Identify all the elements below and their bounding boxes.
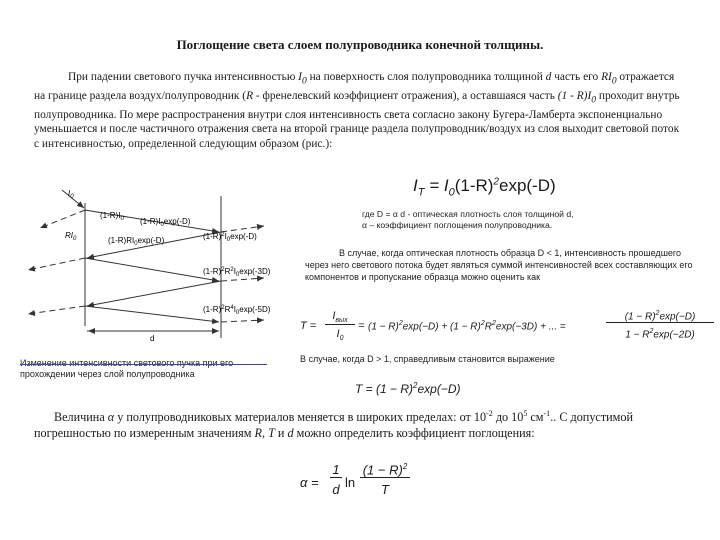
var-i0: $I_0$	[298, 71, 307, 87]
label-ri0: $RI_0$	[65, 231, 77, 242]
where-line-1: где D = α d - оптическая плотность слоя толщиной d,	[362, 209, 574, 219]
inner-ray-3	[85, 258, 219, 281]
label-thickness: d	[150, 334, 155, 343]
var-alpha: α	[107, 410, 115, 425]
label-ray-1: $(1-R)I_0$	[100, 211, 124, 222]
transmitted-beam-3	[221, 320, 264, 322]
label-ray-3: $(1-R)RI_0\exp(-D)$	[108, 236, 165, 247]
caption-divider	[20, 364, 267, 365]
formula-t-sum: T = $I_{вых}$ $I_0$ = $(1 - R)^2\exp(-D) + (1 - R)^2R^2\exp(-3D)$ + ... = $(1 - R)^2\exp(-D)$ $1 - R^2\exp(-2D)$	[300, 310, 714, 344]
label-out-3: $(1-R)^2R^4I_0\exp(-5D)$	[203, 305, 271, 316]
inner-ray-5	[85, 306, 219, 322]
page-title: Поглощение света слоем полупроводника конечной толщины.	[176, 37, 544, 52]
var-t-bottom: T	[268, 426, 275, 441]
var-transmitted-part: $(1 - R)I_0$	[557, 89, 597, 106]
reflection-diagram	[0, 188, 300, 353]
var-r: R	[246, 89, 254, 102]
where-definition	[362, 209, 574, 231]
intro-paragraph: При падении светового пучка интенсивностью $I_0$ на поверхность слоя полупроводника толщиной d часть его $RI_0$ отражается на границе раздела воздух/полупроводник (R - френелевский коэффициент отражения), а оставшаяся часть $(1 - R)I_0$ проходит внутрь полупроводника. По мере распространения внутри слоя интенсивность света согласно закону Бугера-Ламберта экспоненциально уменьшается и после частичного отражения света на второй границе раздела полупроводник/воздух из слоя выходит световой поток с интенсивностью, определенной следующим образом (рис.):	[34, 71, 680, 150]
back-transmitted-beam-1	[28, 258, 85, 270]
case-d-greater-1: В случае, когда D > 1, справедливым становится выражение	[300, 354, 555, 364]
var-ri0: $RI_0$	[601, 71, 617, 87]
var-d: d	[545, 71, 552, 83]
formula-alpha: α = 1 d ln $(1 - R)^2$ T	[300, 462, 410, 506]
back-transmitted-beam-2	[28, 306, 85, 314]
inner-ray-4	[87, 281, 221, 306]
figure-caption: Изменение интенсивности светового пучка при его прохождении через слой полупроводника	[20, 358, 234, 380]
case-d-less-1: В случае, когда оптическая плотность образца D < 1, интенсивность прошедшего через него светового потока будет являться суммой интенсивностей всех составляющих его компонентов и пропускание образца можно оценить как	[305, 248, 693, 282]
formula-it: $I_T = I_0(1-R)^2\exp(-D)$	[413, 176, 556, 199]
formula-t-simple: $T = (1 - R)^2\exp(-D)$	[355, 381, 461, 396]
label-out-2: $(1-R)^2R^2I_0\exp(-3D)$	[203, 267, 271, 278]
label-i0: $I_0$	[68, 189, 74, 200]
reflected-beam	[40, 210, 85, 228]
where-line-2: α – коэффициент поглощения полупроводника.	[362, 220, 553, 230]
label-ray-2: $(1-R)I_0\exp(-D)$	[140, 217, 191, 228]
var-d-bottom: d	[287, 426, 294, 441]
transmitted-beam-2	[221, 278, 264, 281]
var-r-bottom: R	[254, 426, 262, 441]
alpha-paragraph: Величина α у полупроводниковых материалов меняется в широких пределах: от $10^{-2}$ до $10^5$ $см^{-1}$.. С допустимой погрешностью по измеренным значениям R, T и d можно определить коэффициент поглощения:	[34, 409, 634, 441]
label-out-1: $(1-R)^2I_0\exp(-D)$	[203, 232, 257, 243]
